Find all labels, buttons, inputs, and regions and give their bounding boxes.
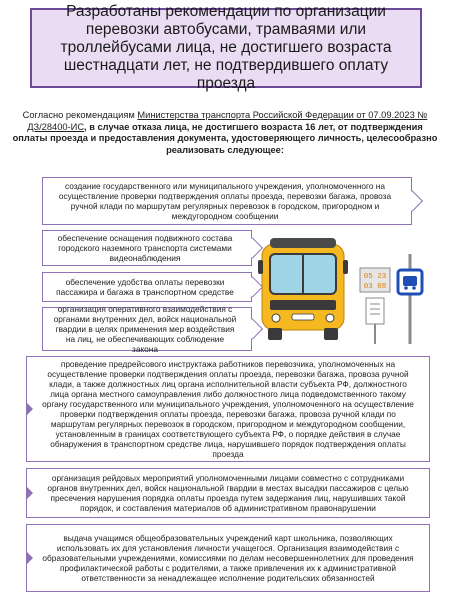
- page-title: Разработаны рекомендации по организации перевозки автобусами, трамваями или троллейбусами лица, не достигшего возраста шестнадцати лет, не подтвердившего оплату проезда: [60, 3, 392, 92]
- recommendation-item-2: [42, 230, 252, 266]
- recommendation-item-7: [26, 524, 430, 592]
- sign-time-2: 03 08: [363, 283, 387, 291]
- bullet-notch: [26, 551, 33, 565]
- bus-icon: [258, 238, 348, 340]
- bus-stop-sign-icon: [360, 254, 422, 344]
- ministry-link[interactable]: Министерства транспорта Российской Федерации от 07.09.2023 № ДЗ/28400-ИС: [27, 110, 428, 132]
- recommendation-text: организация рейдовых мероприятий уполномоченными лицами совместно с сотрудниками органов внутренних дел, войск национальной гвардии в местах высадки пассажиров с целью пресечения нарушения порядка оплаты проезда путем задержания лиц, нарушивших такой порядок, и составления материалов об административном правонарушении: [47, 473, 409, 513]
- recommendation-text: организация оперативного взаимодействия с органами внутренних дел, войск национальной гвардии в целях применения мер воздействия на лиц, не обеспечивающих соблюдение закона: [53, 304, 237, 354]
- sign-time-1: 05 23: [363, 273, 387, 281]
- recommendation-item-4: [42, 304, 252, 354]
- recommendation-item-1: [42, 177, 412, 225]
- intro-prefix: Согласно рекомендациям: [22, 110, 138, 120]
- recommendation-text: обеспечение удобства оплаты перевозки пассажира и багажа в транспортном средстве: [56, 277, 234, 297]
- recommendation-item-6: [26, 468, 430, 518]
- bullet-notch: [26, 402, 33, 416]
- recommendation-text: обеспечение оснащения подвижного состава городского наземного транспорта системами видеонаблюдения: [57, 233, 233, 263]
- intro-paragraph: [12, 110, 438, 156]
- bullet-notch: [26, 486, 33, 500]
- recommendation-text: выдача учащимся общеобразовательных учреждений карт школьника, позволяющих использовать их для установления личности учащегося. Организация взаимодействия с образовательными учреждениями, комиссиями по делам несовершеннолетних для проведения профилактической работы с родителями, а также привлечения их к административной ответственности за ненадлежащее исполнение родительских обязанностей: [42, 533, 414, 583]
- recommendation-item-5: [26, 356, 430, 462]
- bus-stop-illustration: [258, 236, 438, 346]
- title-banner: [30, 3, 422, 92]
- recommendation-text: создание государственного или муниципального учреждения, уполномоченного на осуществление проверки подтверждения оплаты проезда, перевозки багажа, провоза ручной клади по маршрутам регулярных перевозок в городском, пригородном и междугородном сообщении: [58, 181, 392, 221]
- recommendation-item-3: [42, 272, 252, 302]
- recommendation-text: проведение предрейсового инструктажа работников перевозчика, уполномоченных на осуществление проверки подтверждения оплаты проезда, перевозки багажа, провоза ручной клади, а также должностных лиц органа исполнительной власти субъекта РФ, должностного лица органа местного самоуправления либо должностного лица подведомственного такому органу государственного или муниципального учреждения, уполномоченного на осуществление проверки подтверждения оплаты проезда, перевозки багажа, провоза ручной клади по маршрутам регулярных перевозок в городском, пригородном и междугородном сообщении, установленным в границах соответствующего субъекта РФ, о порядке действия в случае обнаружения в транспортном средстве лица, нарушившего порядок подтверждения оплаты проезда: [42, 359, 414, 459]
- intro-suffix: , в случае отказа лица, не достигшего возраста 16 лет, от подтверждения оплаты проезда и предоставления документа, удостоверяющего личность, целесообразно реализовать следующее:: [12, 121, 438, 155]
